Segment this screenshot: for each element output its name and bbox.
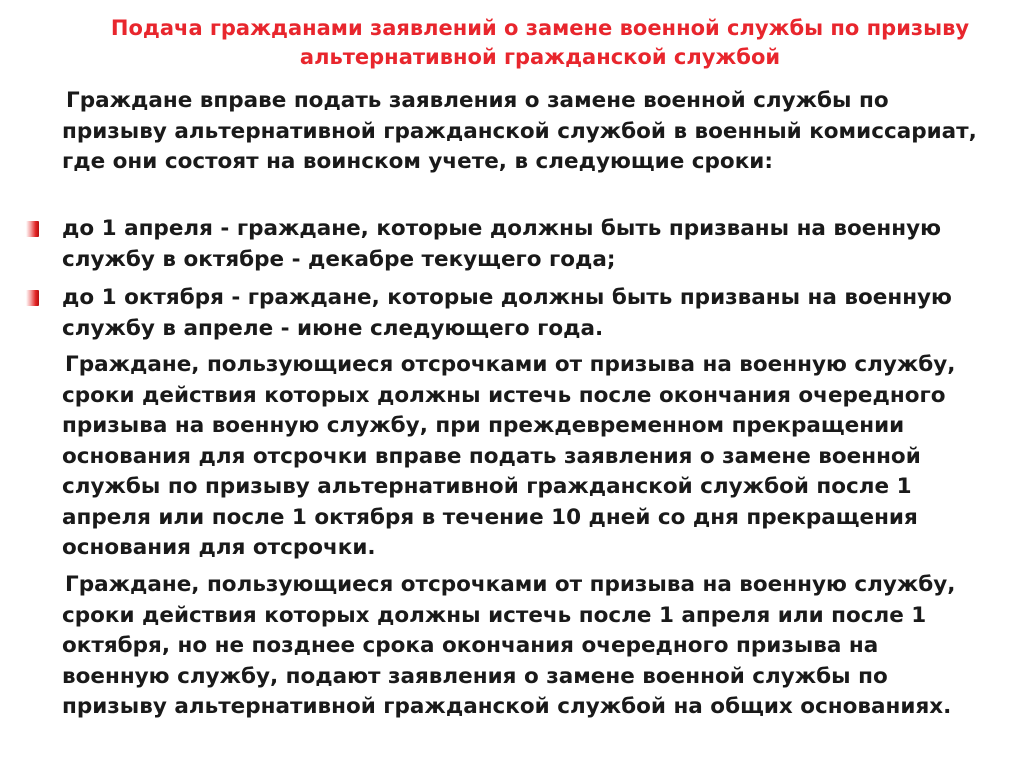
list-item-text: до 1 апреля - граждане, которые должны быть призваны на военную службу в октябре - декабре текущего года; (62, 216, 942, 272)
list-item (62, 283, 982, 344)
slide-title: Подача гражданами заявлений о замене военной службы по призыву альтернативной гражданской службой (110, 16, 970, 69)
square-bullet-icon (26, 221, 39, 237)
general-grounds-paragraph: Граждане, пользующиеся отсрочками от призыва на военную службу, сроки действия которых должны истечь после 1 апреля или после 1 октября, но не позднее срока окончания очередного призыва на военную службу, подают заявления о замене военной службы по призыву альтернативной гражданской службой на общих основаниях. (62, 572, 956, 719)
list-item-text: до 1 октября - граждане, которые должны быть призваны на военную службу в апреле - июне следующего года. (62, 285, 952, 341)
list-item (62, 214, 982, 275)
square-bullet-icon (26, 290, 39, 306)
deferment-paragraph: Граждане, пользующиеся отсрочками от призыва на военную службу, сроки действия которых должны истечь после окончания очередного призыва на военную службу, при преждевременном прекращении основания для отсрочки вправе подать заявления о замене военной службы по призыву альтернативной гражданской службой после 1 апреля или после 1 октября в течение 10 дней со дня прекращения основания для отсрочки. (62, 352, 956, 560)
intro-paragraph: Граждане вправе подать заявления о замене военной службы по призыву альтернативной гражданской службой в военный комиссариат, где они состоят на воинском учете, в следующие сроки: (62, 88, 977, 174)
